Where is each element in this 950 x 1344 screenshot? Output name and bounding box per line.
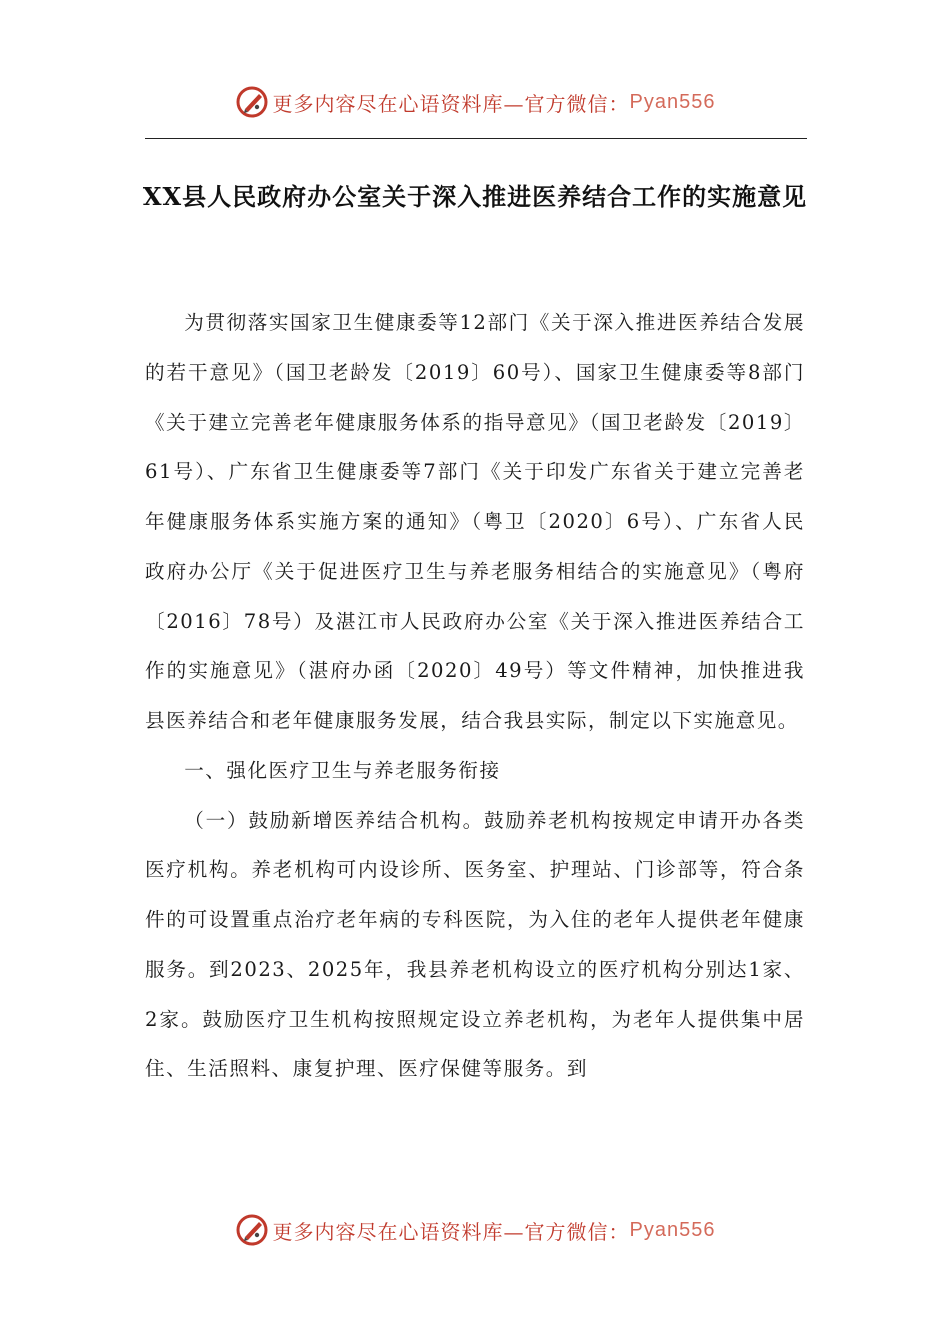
pen-logo-icon [235,1213,269,1247]
header-divider [145,138,807,139]
footer-wechat-id: Pyan556 [629,1218,716,1241]
document-body [145,298,805,1094]
header-banner [0,80,950,124]
section-item-paragraph: （一）鼓励新增医养结合机构。鼓励养老机构按规定申请开办各类医疗机构。养老机构可内设诊所、医务室、护理站、门诊部等，符合条件的可设置重点治疗老年病的专科医院，为入住的老年人提供老年健康服务。到2023、2025年，我县养老机构设立的医疗机构分别达1家、2家。鼓励医疗卫生机构按照规定设立养老机构，为老年人提供集中居住、生活照料、康复护理、医疗保健等服务。到 [145,808,805,1081]
document-title: XX县人民政府办公室关于深入推进医养结合工作的实施意见 [142,182,808,211]
footer-banner-text: 更多内容尽在心语资料库—官方微信： [272,1219,630,1244]
footer-banner [0,1208,950,1252]
header-banner-text: 更多内容尽在心语资料库—官方微信： [272,91,630,116]
intro-paragraph: 为贯彻落实国家卫生健康委等12部门《关于深入推进医养结合发展的若干意见》（国卫老龄发〔2019〕60号）、国家卫生健康委等8部门《关于建立完善老年健康服务体系的指导意见》（国卫老龄发〔2019〕61号）、广东省卫生健康委等7部门《关于印发广东省关于建立完善老年健康服务体系实施方案的通知》（粤卫〔2020〕6号）、广东省人民政府办公厅《关于促进医疗卫生与养老服务相结合的实施意见》（粤府〔2016〕78号）及湛江市人民政府办公室《关于深入推进医养结合工作的实施意见》（湛府办函〔2020〕49号）等文件精神，加快推进我县医养结合和老年健康服务发展，结合我县实际，制定以下实施意见。 [145,311,805,732]
section-heading: 一、强化医疗卫生与养老服务衔接 [184,758,501,782]
pen-logo-icon [235,85,269,119]
header-wechat-id: Pyan556 [629,90,716,113]
